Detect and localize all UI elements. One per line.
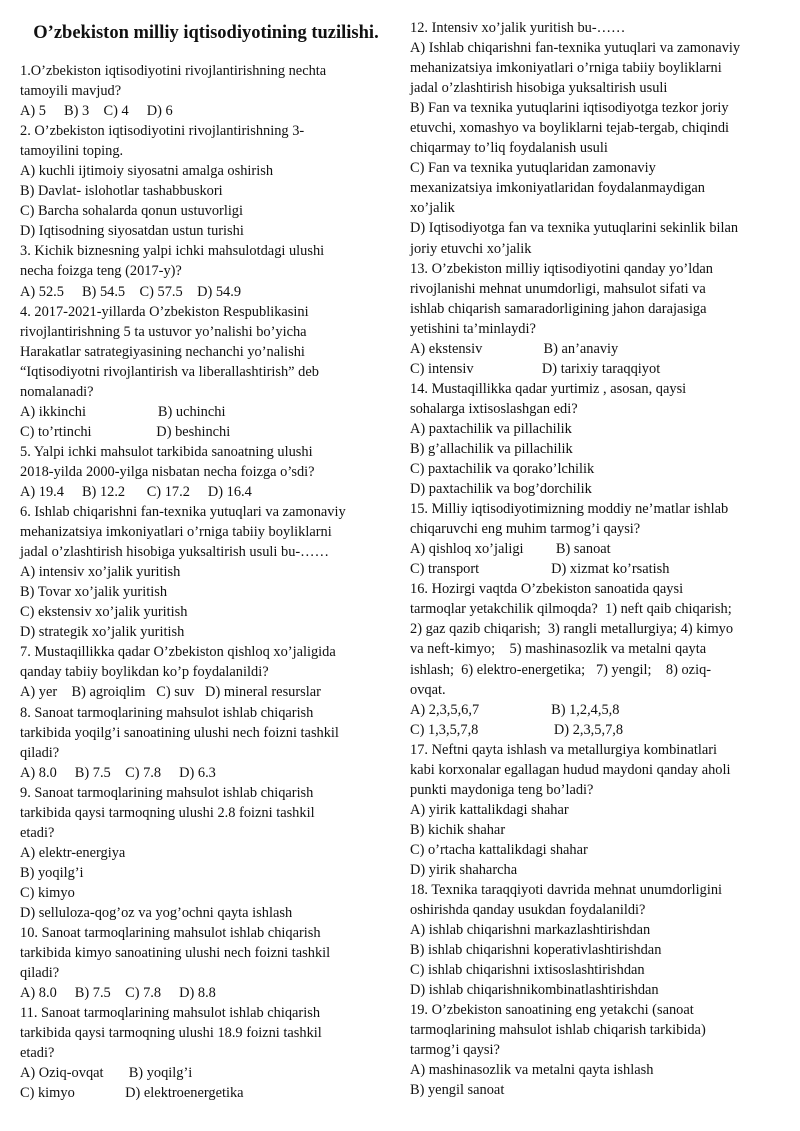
text-line: A) ikkinchi B) uchinchi [20, 403, 226, 420]
text-line: 4. 2017-2021-yillarda O’zbekiston Respublikasini [20, 303, 309, 320]
text-line: oshirishda qanday usukdan foydalanildi? [410, 902, 646, 919]
text-line: A) Ishlab chiqarishni fan-texnika yutuqlari va zamonaviy [410, 40, 741, 57]
text-line: jadal o’zlashtirish hisobiga yuksaltirish usuli [410, 80, 668, 97]
text-line: B) yoqilg’i [20, 864, 84, 881]
text-line: A) paxtachilik va pillachilik [410, 420, 572, 437]
text-line: “Iqtisodiyotni rivojlantirish va liberallashtirish” deb [20, 363, 319, 380]
text-line: 6. Ishlab chiqarishni fan-texnika yutuqlari va zamonaviy [20, 504, 346, 521]
text-line: mehanizatsiya imkoniyatlari o’rniga tabiiy boyliklarni [20, 524, 332, 541]
text-line: yetishini ta’minlaydi? [410, 320, 536, 337]
text-line: va neft-kimyo; 5) mashinasozlik va metalni qayta [410, 641, 707, 658]
text-line: D) Iqtisodiyotga fan va texnika yutuqlarini sekinlik bilan [410, 220, 739, 237]
text-line: punkti maydoniga teng bo’ladi? [410, 781, 594, 798]
text-line: D) selluloza-qog’oz va yog’ochni qayta ishlash [20, 904, 293, 921]
text-line: tarkibida qaysi tarmoqning ulushi 2.8 foizni tashkil [20, 804, 315, 821]
text-line: B) kichik shahar [410, 821, 506, 838]
text-line: 16. Hozirgi vaqtda O’zbekiston sanoatida qaysi [410, 581, 684, 598]
text-line: jadal o’zlashtirish hisobiga yuksaltirish usuli bu-…… [20, 544, 329, 561]
text-line: ishlash; 6) elektro-energetika; 7) yengil; 8) oziq- [410, 661, 712, 678]
text-line: 10. Sanoat tarmoqlarining mahsulot ishlab chiqarish [20, 925, 321, 942]
text-line: tarmoqlar yetakchilik qilmoqda? 1) neft qaib chiqarish; [410, 601, 732, 618]
page-title: O’zbekiston milliy iqtisodiyotining tuzilishi. [33, 23, 379, 43]
text-line: C) kimyo D) elektroenergetika [20, 1085, 244, 1102]
text-line: A) 8.0 B) 7.5 C) 7.8 D) 8.8 [20, 985, 216, 1002]
text-line: mehanizatsiya imkoniyatlari o’rniga tabiiy boyliklarni [410, 60, 722, 77]
text-line: C) kimyo [20, 884, 75, 901]
text-line: ishlab chiqarish samaradorligining jahon darajasiga [410, 300, 707, 317]
text-line: tarkibida qaysi tarmoqning ulushi 18.9 foizni tashkil [20, 1025, 322, 1042]
text-line: A) yer B) agroiqlim C) suv D) mineral resurslar [20, 684, 321, 701]
text-line: 12. Intensiv xo’jalik yuritish bu-…… [410, 20, 626, 36]
text-line: mexanizatsiya imkoniyatlaridan foydalanmaydigan [410, 180, 705, 197]
text-line: A) 2,3,5,6,7 B) 1,2,4,5,8 [410, 701, 620, 718]
text-line: tamoyili mavjud? [20, 83, 122, 100]
text-line: A) yirik kattalikdagi shahar [410, 801, 569, 818]
text-line: tamoyilini toping. [20, 143, 124, 160]
text-line: chiqarmay to’liq foydalanish usuli [410, 140, 608, 157]
text-line: C) Barcha sohalarda qonun ustuvorligi [20, 203, 244, 220]
text-line: sohalarga ixtisoslashgan edi? [410, 400, 578, 417]
text-line: 13. O’zbekiston milliy iqtisodiyotini qanday yo’ldan [410, 260, 713, 277]
text-line: B) Tovar xo’jalik yuritish [20, 584, 168, 601]
text-line: 18. Texnika taraqqiyoti davrida mehnat unumdorligini [410, 882, 723, 899]
text-line: etadi? [20, 1045, 55, 1062]
text-line: 9. Sanoat tarmoqlarining mahsulot ishlab chiqarish [20, 784, 314, 801]
text-line: etadi? [20, 824, 55, 841]
text-line: qanday tabiiy boylikdan ko’p foydalanildi? [20, 664, 269, 681]
text-line: A) kuchli ijtimoiy siyosatni amalga oshirish [20, 163, 274, 180]
text-line: rivojlantirishning 5 ta ustuvor yo’nalishi bo’yicha [20, 323, 307, 340]
text-line: C) intensiv D) tarixiy taraqqiyot [410, 360, 661, 377]
text-line: qiladi? [20, 965, 60, 982]
text-line: A) elektr-energiya [20, 844, 126, 861]
text-line: necha foizga teng (2017-y)? [20, 263, 182, 280]
text-line: joriy etuvchi xo’jalik [410, 240, 532, 257]
text-line: A) 8.0 B) 7.5 C) 7.8 D) 6.3 [20, 764, 216, 781]
text-line: 15. Milliy iqtisodiyotimizning moddiy ne’matlar ishlab [410, 501, 729, 518]
text-line: 2. O’zbekiston iqtisodiyotini rivojlantirishning 3- [20, 123, 305, 140]
text-line: D) strategik xo’jalik yuritish [20, 624, 185, 641]
text-line: ovqat. [410, 681, 446, 698]
text-line: C) ishlab chiqarishni ixtisoslashtirishdan [410, 962, 645, 979]
text-line: tarmog’i qaysi? [410, 1042, 500, 1059]
text-line: xo’jalik [410, 200, 455, 217]
text-line: etuvchi, xomashyo va boyliklarni tejab-tergab, chiqindi [410, 120, 730, 137]
text-line: D) Iqtisodning siyosatdan ustun turishi [20, 223, 244, 240]
text-line: C) to’rtinchi D) beshinchi [20, 423, 231, 440]
text-line: 8. Sanoat tarmoqlarining mahsulot ishlab chiqarish [20, 704, 314, 721]
text-line: C) ekstensiv xo’jalik yuritish [20, 604, 188, 621]
text-line: A) ekstensiv B) an’anaviy [410, 340, 619, 357]
text-line: 11. Sanoat tarmoqlarining mahsulot ishlab chiqarish [20, 1005, 321, 1022]
text-line: A) qishloq xo’jaligi B) sanoat [410, 541, 611, 558]
text-line: A) Oziq-ovqat B) yoqilg’i [20, 1065, 193, 1082]
text-line: rivojlanishi mehnat unumdorligi, mahsulot sifati va [410, 280, 706, 297]
text-line: 17. Neftni qayta ishlash va metallurgiya kombinatlari [410, 741, 718, 758]
text-line: A) 19.4 B) 12.2 C) 17.2 D) 16.4 [20, 483, 252, 500]
text-line: 2) gaz qazib chiqarish; 3) rangli metallurgiya; 4) kimyo [410, 621, 734, 638]
text-line: C) paxtachilik va qorako’lchilik [410, 461, 595, 478]
text-line: qiladi? [20, 744, 60, 761]
text-line: 3. Kichik biznesning yalpi ichki mahsulotdagi ulushi [20, 243, 325, 260]
text-line: D) paxtachilik va bog’dorchilik [410, 481, 592, 498]
text-line: C) Fan va texnika yutuqlaridan zamonaviy [410, 160, 656, 177]
text-line: 2018-yilda 2000-yilga nisbatan necha foizga o’sdi? [20, 463, 315, 480]
text-line: nomalanadi? [20, 383, 94, 400]
text-line: A) 5 B) 3 C) 4 D) 6 [20, 103, 173, 120]
text-line: B) Davlat- islohotlar tashabbuskori [20, 183, 223, 200]
text-line: B) yengil sanoat [410, 1082, 505, 1099]
text-line: C) o’rtacha kattalikdagi shahar [410, 841, 588, 858]
text-line: Harakatlar satrategiyasining nechanchi yo’nalishi [20, 343, 305, 360]
text-line: C) 1,3,5,7,8 D) 2,3,5,7,8 [410, 721, 624, 738]
text-line: A) mashinasozlik va metalni qayta ishlash [410, 1062, 654, 1079]
text-line: chiqaruvchi eng muhim tarmog’i qaysi? [410, 521, 641, 538]
text-line: A) ishlab chiqarishni markazlashtirishdan [410, 922, 651, 939]
text-line: A) 52.5 B) 54.5 C) 57.5 D) 54.9 [20, 283, 242, 300]
text-line: B) Fan va texnika yutuqlarini iqtisodiyotga tezkor joriy [410, 100, 729, 117]
text-line: D) ishlab chiqarishnikombinatlashtirishdan [410, 982, 659, 999]
text-line: 1.O’zbekiston iqtisodiyotini rivojlantirishning nechta [20, 63, 327, 79]
left-column [20, 18, 392, 1103]
text-line: 5. Yalpi ichki mahsulot tarkibida sanoatning ulushi [20, 443, 313, 460]
text-line: 7. Mustaqillikka qadar O’zbekiston qishloq xo’jaligida [20, 644, 336, 661]
text-line: A) intensiv xo’jalik yuritish [20, 564, 181, 581]
text-line: D) yirik shaharcha [410, 861, 518, 878]
right-column [410, 18, 782, 1101]
text-line: tarkibida yoqilg’i sanoatining ulushi nech foizni tashkil [20, 724, 339, 741]
text-line: tarkibida kimyo sanoatining ulushi nech foizni tashkil [20, 945, 331, 962]
text-line: kabi korxonalar egallagan hudud maydoni qanday aholi [410, 761, 731, 778]
text-line: C) transport D) xizmat ko’rsatish [410, 561, 670, 578]
text-line: tarmoqlarining mahsulot ishlab chiqarish tarkibida) [410, 1022, 706, 1039]
text-line: 14. Mustaqillikka qadar yurtimiz , asosan, qaysi [410, 380, 687, 397]
text-line: B) g’allachilik va pillachilik [410, 440, 573, 457]
text-line: 19. O’zbekiston sanoatining eng yetakchi (sanoat [410, 1002, 694, 1019]
text-line: B) ishlab chiqarishni koperativlashtirishdan [410, 942, 662, 959]
